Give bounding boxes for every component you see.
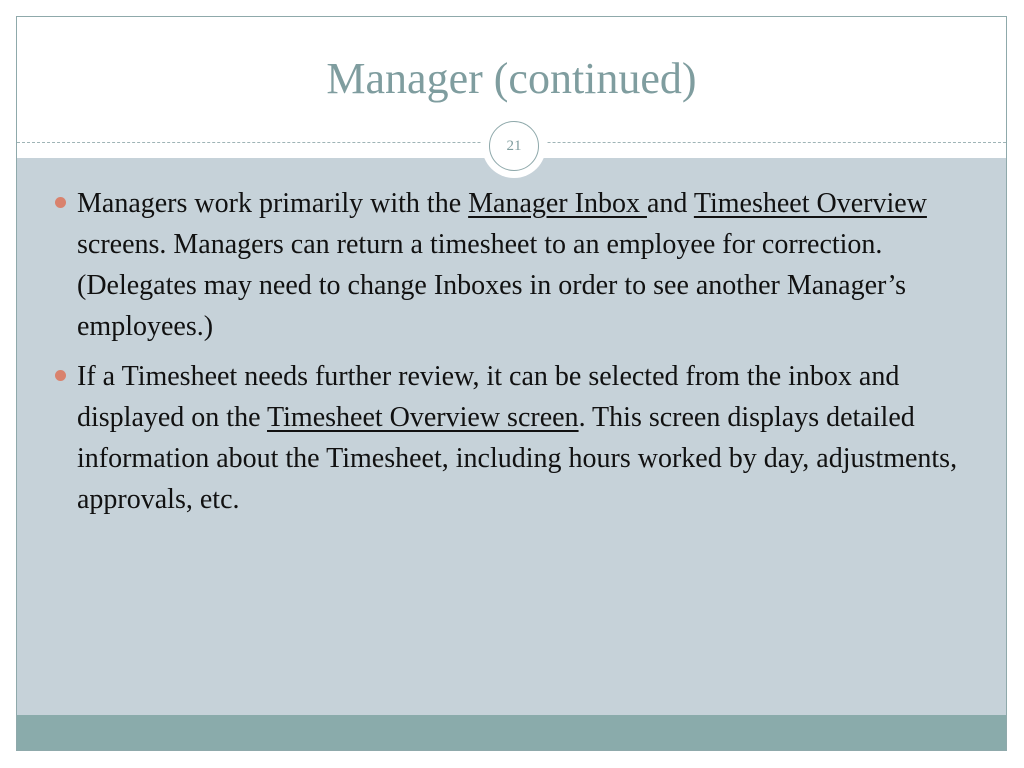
timesheet-overview-screen-link: Timesheet Overview screen: [267, 402, 579, 433]
bullet-segment: . This screen displays detailed information about the Timesheet, including hours worked by day, adjustments, approvals, etc.: [77, 402, 958, 515]
bullet-item: [55, 356, 975, 520]
bullet-list: [55, 183, 975, 529]
bullet-dot-icon: [55, 197, 66, 208]
bullet-item: [55, 183, 975, 347]
slide-title: Manager (continued): [326, 54, 697, 103]
bullet-text: [77, 361, 957, 515]
slide: [16, 16, 1007, 751]
bullet-segment: screens. Managers can return a timesheet to an employee for correction. (Delegates may need to change Inboxes in order to see another Manager’s employees.): [77, 229, 907, 342]
page-number-badge: [482, 114, 546, 178]
page-number: 21: [506, 138, 522, 154]
bullet-dot-icon: [55, 370, 66, 381]
bullet-segment: Managers work primarily with the: [77, 188, 469, 219]
bullet-segment: and: [646, 188, 694, 219]
bullet-text: [77, 188, 927, 342]
bottom-bar: [17, 715, 1006, 750]
manager-inbox-link: Manager Inbox: [468, 188, 647, 219]
bullet-segment: If a Timesheet needs further review, it can be selected from the inbox and displayed on the: [77, 361, 900, 433]
timesheet-overview-link: Timesheet Overview: [693, 188, 927, 219]
